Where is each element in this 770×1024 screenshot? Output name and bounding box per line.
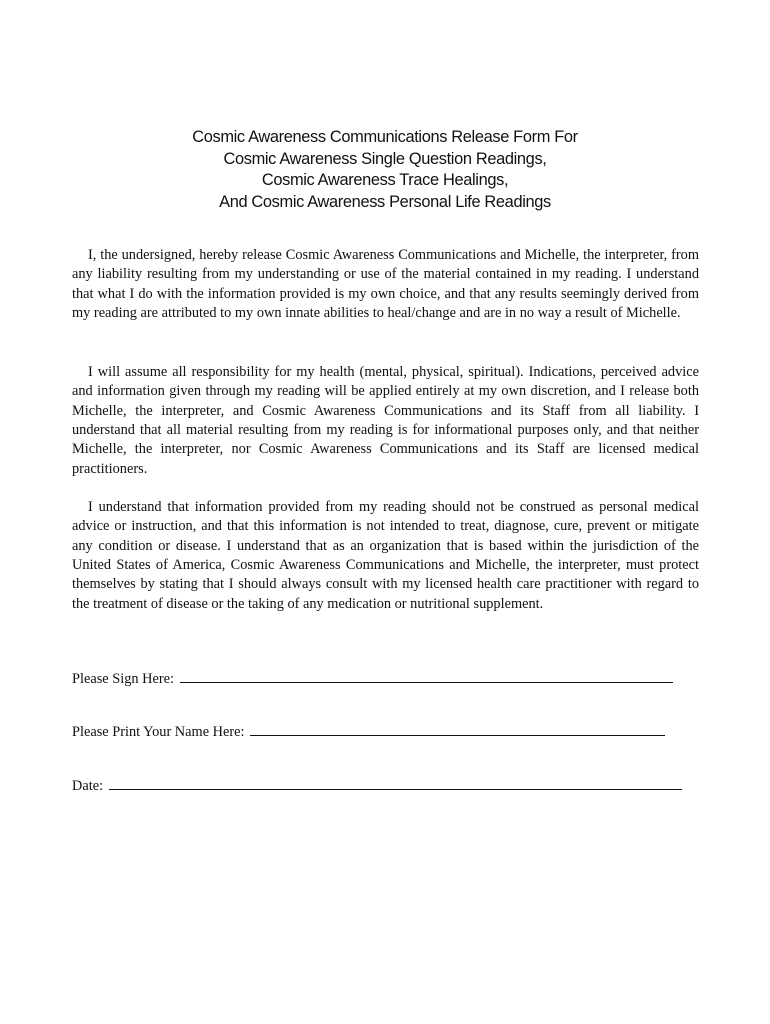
form-title: [0, 127, 770, 213]
title-line-1: Cosmic Awareness Communications Release Form For: [192, 128, 578, 146]
date-line[interactable]: [109, 775, 682, 790]
title-line-4: And Cosmic Awareness Personal Life Readings: [219, 192, 551, 211]
print-name-label: Please Print Your Name Here:: [72, 724, 245, 740]
release-paragraph: I, the undersigned, hereby release Cosmic Awareness Communications and Michelle, the interpreter, from any liability resulting from my understanding or use of the material contained in my reading. I understand that what I do with the information provided is my own choice, and that any results seemingly derived from my reading are attributed to my own innate abilities to heal/change and are in no way a result of Michelle.: [72, 247, 699, 322]
title-line-3: Cosmic Awareness Trace Healings,: [261, 171, 509, 189]
title-line-2: Cosmic Awareness Single Question Readings,: [223, 149, 547, 168]
signature-line[interactable]: [180, 668, 673, 683]
signature-label: Please Sign Here:: [72, 671, 174, 687]
date-label: Date:: [72, 778, 104, 794]
date-row: [72, 775, 682, 796]
medical-disclaimer-paragraph: I understand that information provided from my reading should not be construed as personal medical advice or instruction, and that this information is not intended to treat, diagnose, cure, prevent or mitigate any condition or disease. I understand that as an organization that is based within the jurisdiction of the United States of America, Cosmic Awareness Communications and Michelle, the interpreter, must protect themselves by stating that I should always consult with my licensed health care practitioner with regard to the treatment of disease or the taking of any medication or nutritional supplement.: [72, 499, 699, 612]
print-name-row: [72, 721, 665, 742]
print-name-line[interactable]: [250, 721, 665, 736]
responsibility-paragraph: I will assume all responsibility for my health (mental, physical, spiritual). Indications, perceived advice and information given through my reading will be applied entirely at my own discretion, and I release both Michelle, the interpreter, and Cosmic Awareness Communications and its Staff from all liability. I understand that all material resulting from my reading is for informational purposes only, and that neither Michelle, the interpreter, nor Cosmic Awareness Communications and its Staff are licensed medical practitioners.: [72, 364, 699, 477]
signature-row: [72, 668, 673, 689]
